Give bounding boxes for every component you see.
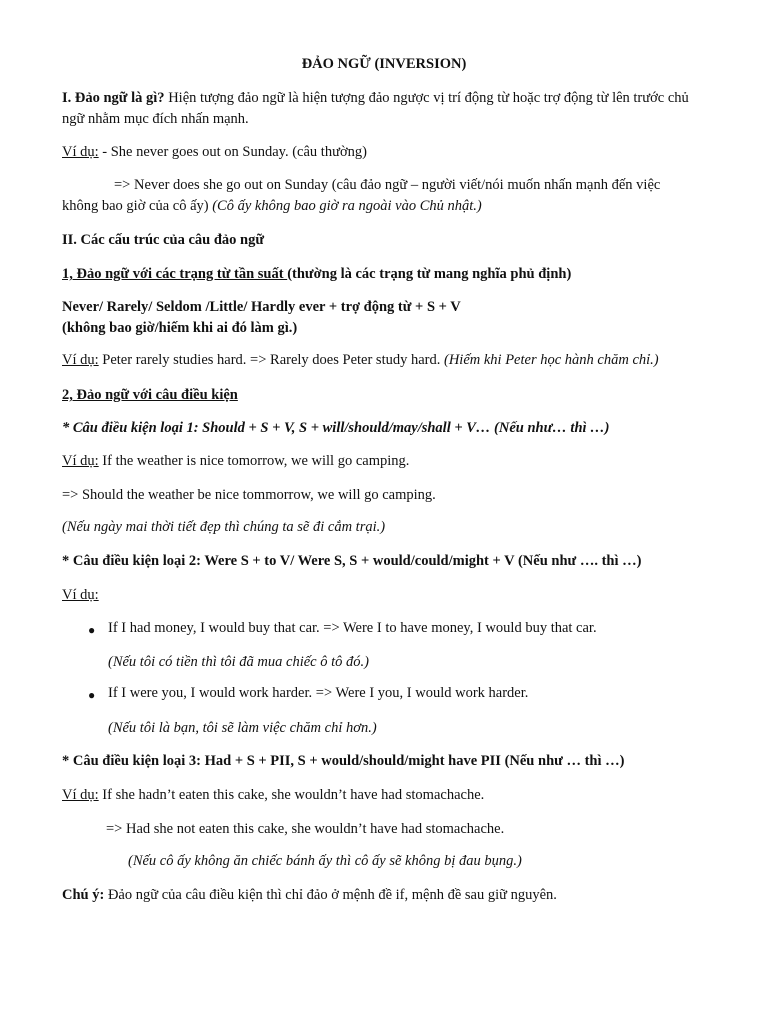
type-2-bullet-1: If I had money, I would buy that car. => Were I to have money, I would buy that car. [108, 620, 597, 636]
type-1-example-text: If the weather is nice tomorrow, we will go camping. [98, 453, 410, 469]
type-2-example-label: Ví dụ: [62, 587, 99, 603]
subsection-1-example-translation: (Hiếm khi Peter học hành chăm chỉ.) [444, 352, 659, 368]
example-label: Ví dụ: [62, 453, 99, 469]
type-1-translation: (Nếu ngày mai thời tiết đẹp thì chúng ta sẽ đi cắm trại.) [62, 519, 386, 535]
type-1-inversion: => Should the weather be nice tommorrow, we will go camping. [62, 487, 436, 503]
type-3-formula: * Câu điều kiện loại 3: Had + S + PII, S + would/should/might have PII (Nếu như … thì …) [62, 753, 625, 769]
example-1-inversion: => Never does she go out on Sunday (câu đảo ngữ – người viết/nói muốn nhấn mạnh đến việc [114, 177, 661, 193]
type-1-formula: * Câu điều kiện loại 1: Should + S + V, S + will/should/may/shall + V… (Nếu như… thì …) [62, 420, 610, 436]
example-label: Ví dụ: [62, 144, 99, 160]
note-label: Chú ý: [62, 887, 105, 903]
section-1-definition [62, 88, 706, 130]
example-label: Ví dụ: [62, 787, 99, 803]
subsection-1-formula: Never/ Rarely/ Seldom /Little/ Hardly ever + trợ động từ + S + V [62, 299, 461, 315]
subsection-1-note: (thường là các trạng từ mang nghĩa phủ định) [287, 266, 572, 282]
document-title: ĐẢO NGỮ (INVERSION) [301, 56, 467, 72]
example-1 [62, 142, 706, 163]
section-2-heading: II. Các cấu trúc của câu đảo ngữ [62, 232, 265, 248]
type-2-formula: * Câu điều kiện loại 2: Were S + to V/ Were S, S + would/could/might + V (Nếu như …. thì …) [62, 553, 642, 569]
note [62, 885, 706, 906]
type-2-translation-2: (Nếu tôi là bạn, tôi sẽ làm việc chăm chỉ hơn.) [108, 720, 377, 736]
bullet-icon: ● [88, 688, 96, 702]
subsection-1-example [62, 350, 706, 371]
example-1-inversion-cont-text: không bao giờ của cô ấy) [62, 198, 213, 214]
note-text: Đảo ngữ của câu điều kiện thì chỉ đảo ở mệnh đề if, mệnh đề sau giữ nguyên. [104, 887, 557, 903]
type-2-translation-1: (Nếu tôi có tiền thì tôi đã mua chiếc ô tô đó.) [108, 654, 369, 670]
type-2-bullet-2: If I were you, I would work harder. => Were I you, I would work harder. [108, 685, 529, 701]
subsection-2-heading: 2, Đảo ngữ với câu điều kiện [62, 387, 238, 403]
subsection-1-formula-meaning: (không bao giờ/hiếm khi ai đó làm gì.) [62, 320, 298, 336]
type-3-translation: (Nếu cô ấy không ăn chiếc bánh ấy thì cô ấy sẽ không bị đau bụng.) [128, 853, 522, 869]
type-3-example [62, 785, 706, 806]
section-1-text: Hiện tượng đảo ngữ là hiện tượng đảo ngược vị trí động từ hoặc trợ động từ lên trước chủ ngữ nhằm mục đích nhấn mạnh. [62, 90, 689, 127]
example-1-inversion-cont [62, 196, 706, 217]
bullet-icon: ● [88, 623, 96, 637]
section-1-heading: I. Đảo ngữ là gì? [62, 90, 165, 106]
example-1-text: - She never goes out on Sunday. (câu thường) [98, 144, 367, 160]
example-1-translation: (Cô ấy không bao giờ ra ngoài vào Chủ nhật.) [212, 198, 482, 214]
subsection-1-heading [62, 264, 706, 285]
type-3-inversion: => Had she not eaten this cake, she wouldn’t have had stomachache. [106, 821, 505, 837]
type-1-example [62, 451, 706, 472]
subsection-1-title: 1, Đảo ngữ với các trạng từ tần suất [62, 266, 288, 282]
example-label: Ví dụ: [62, 352, 99, 368]
type-3-example-text: If she hadn’t eaten this cake, she wouldn’t have had stomachache. [98, 787, 485, 803]
subsection-1-example-text: Peter rarely studies hard. => Rarely does Peter study hard. [98, 352, 444, 368]
